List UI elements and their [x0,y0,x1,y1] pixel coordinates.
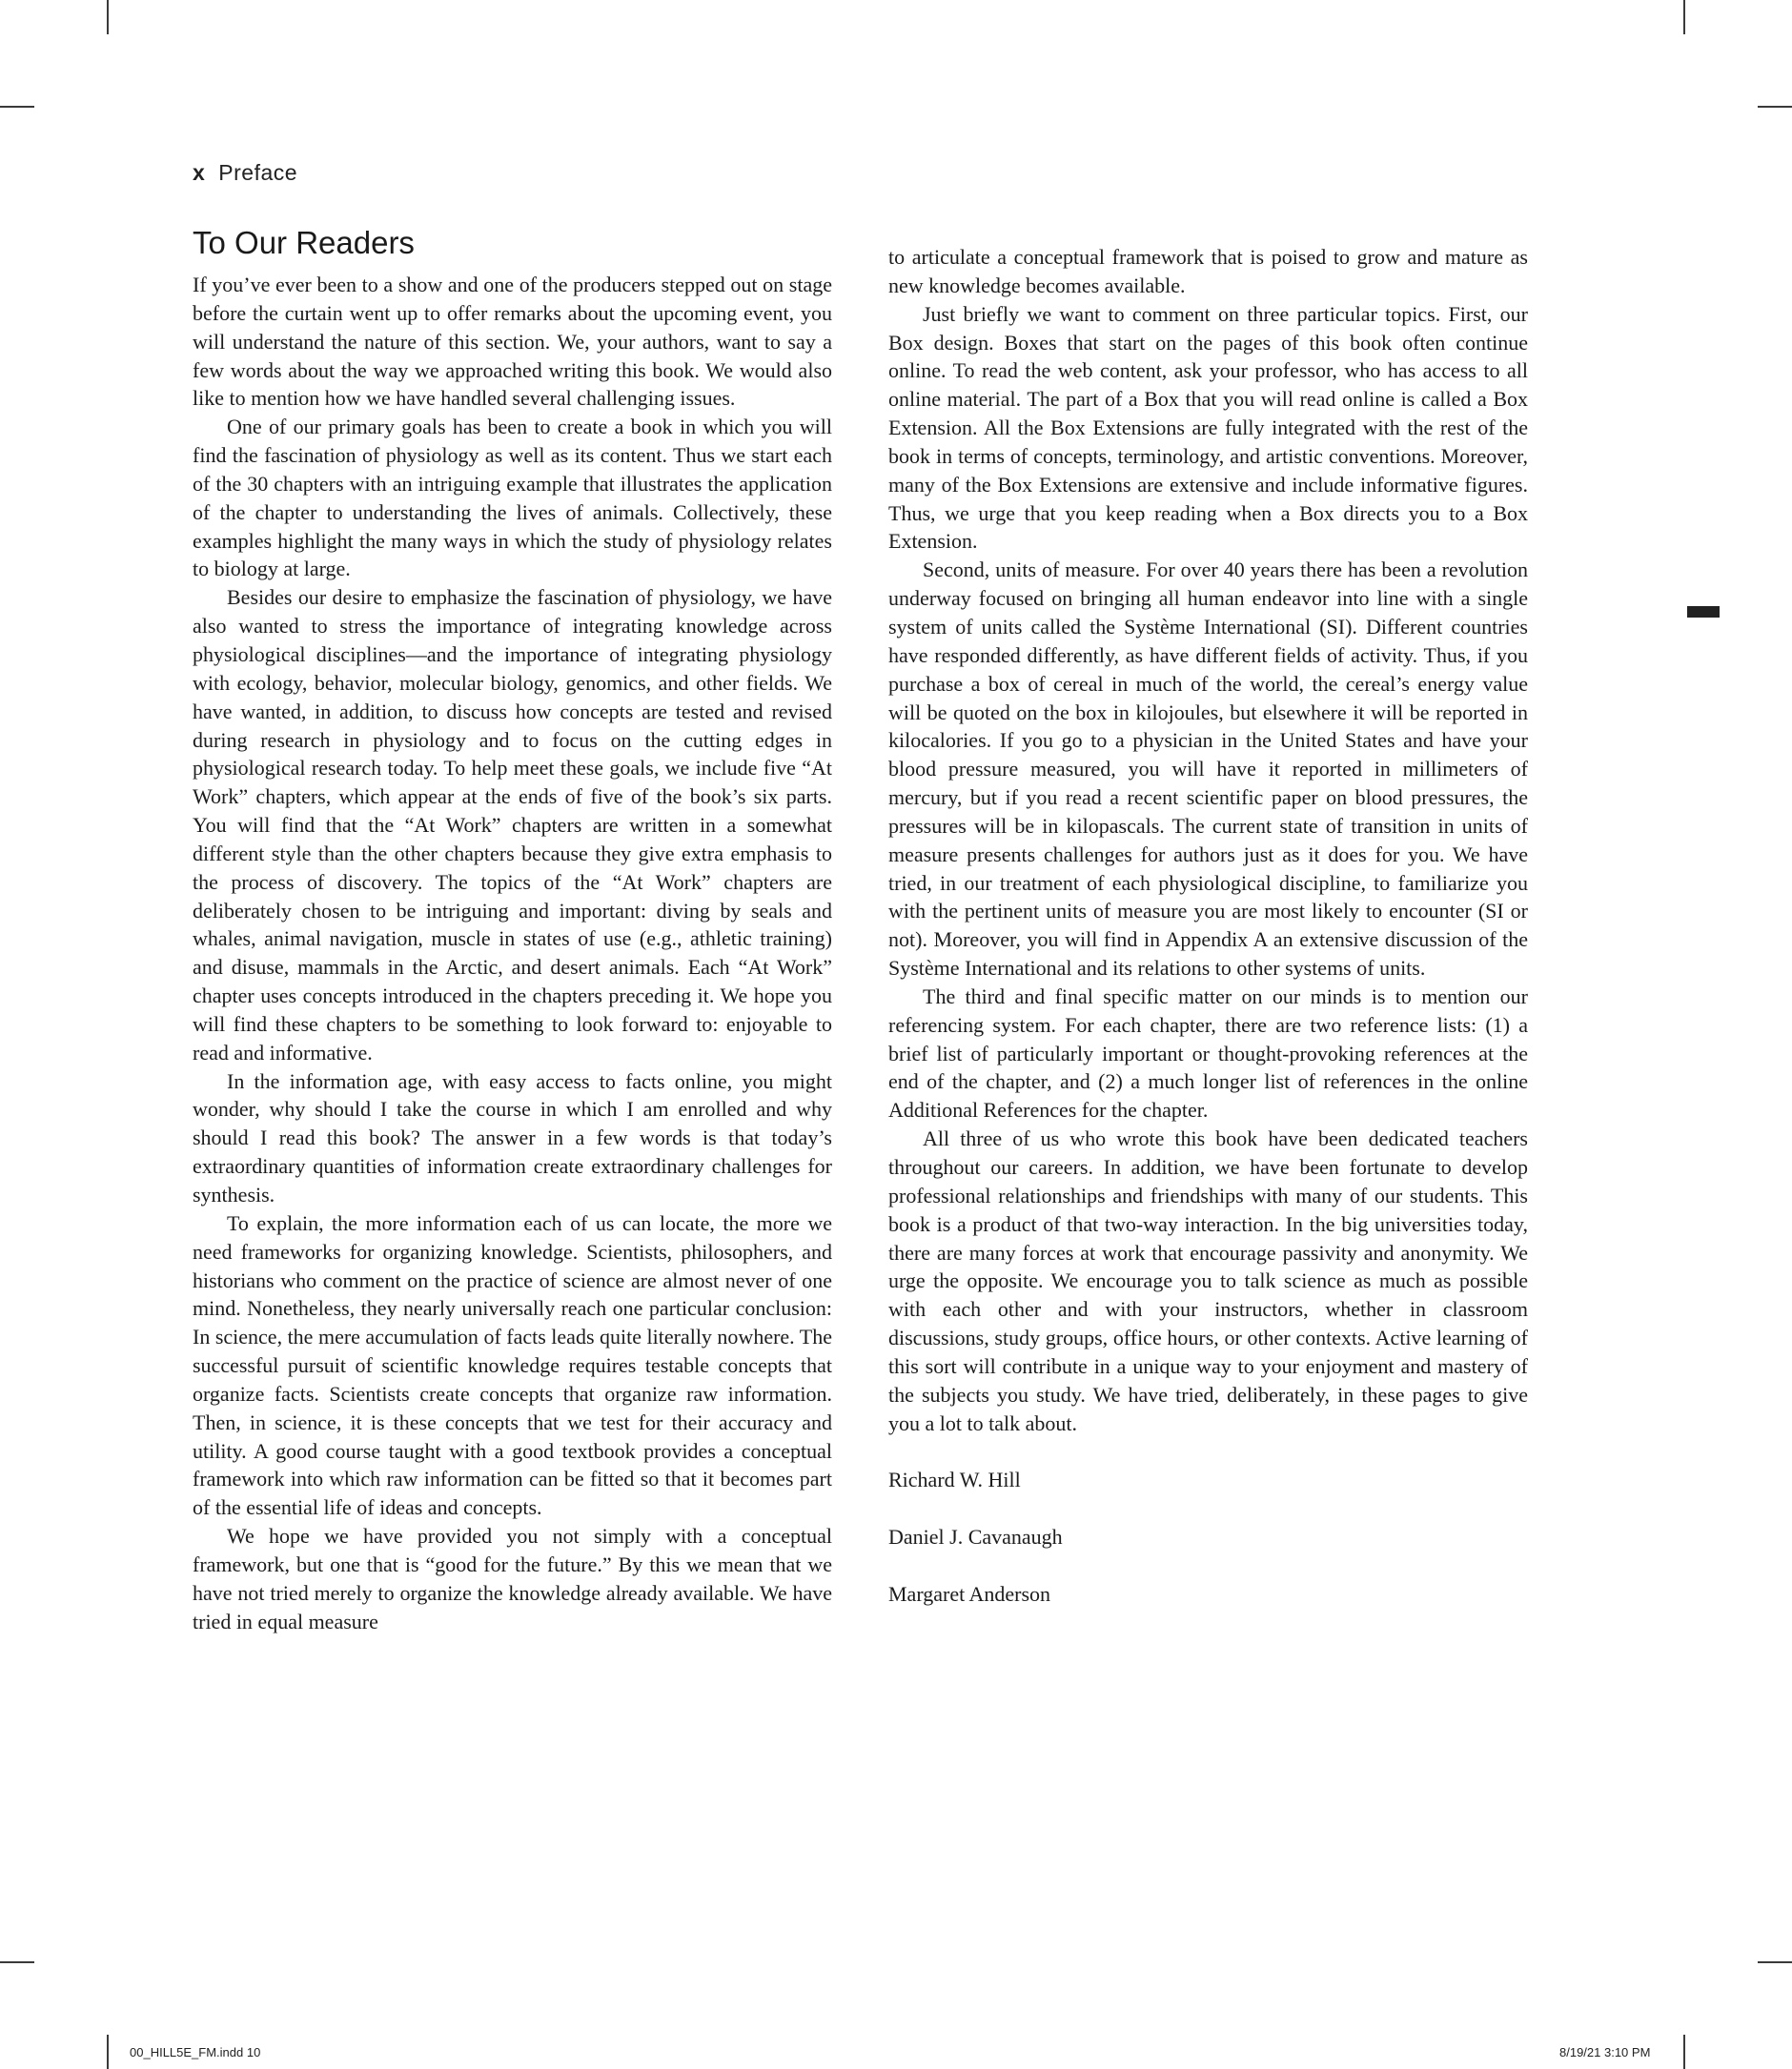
author-signature: Richard W. Hill [888,1468,1021,1492]
edge-tab-marker [1687,606,1720,618]
crop-mark-top-left-h [0,106,34,108]
slug-filename: 00_HILL5E_FM.indd 10 [130,2045,261,2059]
paragraph: If you’ve ever been to a show and one of the producers stepped out on stage before the curtain went up to offer remarks about the upcoming event, you will understand the nature of this section. We, your authors, want to say a few words about the way we approached writing this book. We would also like to mention how we have handled several challenging issues. [193,273,832,411]
page-folio: x [193,160,206,185]
paragraph: Besides our desire to emphasize the fascination of physiology, we have also wanted to stress the importance of integrating knowledge across physiological disciplines—and the importance of integrating physiology with ecology, behavior, molecular biology, genomics, and other fields. We have wanted, in addition, to discuss how concepts are tested and revised during research in physiology and to focus on the cutting edges in physiological research today. To help meet these goals, we include five “At Work” chapters, which appear at the ends of five of the book’s six parts. You will find that the “At Work” chapters are written in a somewhat different style than the other chapters because they give extra emphasis to the process of discovery. The topics of the “At Work” chapters are deliberately chosen to be intriguing and important: diving by seals and whales, animal navigation, muscle in states of use (e.g., athletic training) and disuse, mammals in the Arctic, and desert animals. Each “At Work” chapter uses concepts introduced in the chapters preceding it. We hope you will find these chapters to be something to look forward to: enjoyable to read and informative. [193,585,832,1065]
crop-mark-bottom-left-h [0,1961,34,1963]
crop-mark-top-right-v [1683,0,1685,34]
paragraph: In the information age, with easy access to facts online, you might wonder, why should I take the course in which I am enrolled and why should I read this book? The answer in a few words is that today’s extraordinary quantities of information create extraordinary challenges for synthesis. [193,1068,832,1207]
paragraph: to articulate a conceptual framework that is poised to grow and mature as new knowledge becomes available. [888,245,1528,297]
crop-mark-top-right-h [1758,106,1792,108]
running-head-section: Preface [218,160,298,185]
paragraph: One of our primary goals has been to create a book in which you will find the fascination of physiology as well as its content. Thus we start each of the 30 chapters with an intriguing example that illustrates the application of the chapter to understanding the lives of animals. Collectively, these examples highlight the many ways in which the study of physiology relates to biology at large. [193,415,832,581]
paragraph: All three of us who wrote this book have been dedicated teachers throughout our careers. In addition, we have been fortunate to develop professional relationships and friendships with many of our students. This book is a product of that two-way interaction. In the big universities today, there are many forces at work that encourage passivity and anonymity. We urge the opposite. We encourage you to talk science as much as possible with each other and with your instructors, whether in classroom discussions, study groups, office hours, or other contexts. Active learning of this sort will contribute in a unique way to your enjoyment and mastery of the subjects you study. We have tried, deliberately, in these pages to give you a lot to talk about. [888,1126,1528,1435]
slug-datetime: 8/19/21 3:10 PM [1559,2045,1651,2059]
crop-mark-bottom-right-h [1758,1961,1792,1963]
paragraph: Just briefly we want to comment on three particular topics. First, our Box design. Boxes that start on the pages of this book often continue online. To read the web content, ask your professor, who has access to all online material. The part of a Box that you will read online is called a Box Extension. All the Box Extensions are fully integrated with the rest of the book in terms of concepts, terminology, and artistic conventions. Moreover, many of the Box Extensions are extensive and include informative figures. Thus, we urge that you keep reading when a Box directs you to a Box Extension. [888,301,1528,554]
paragraph: To explain, the more information each of us can locate, the more we need frameworks for organizing knowledge. Scientists, philosophers, and historians who comment on the practice of science are almost never of one mind. Nonetheless, they nearly universally reach one particular conclusion: In science, the mere accumulation of facts leads quite literally nowhere. The successful pursuit of scientific knowledge requires testable concepts that organize facts. Scientists create concepts that organize raw information. Then, in science, it is these concepts that we test for their accuracy and utility. A good course taught with a good textbook provides a conceptual framework into which raw information can be fitted so that it becomes part of the essential life of ideas and concepts. [193,1210,832,1520]
crop-mark-top-left-v [107,0,109,34]
right-column [888,243,1528,1609]
left-column [193,271,832,1636]
paragraph: Second, units of measure. For over 40 years there has been a revolution underway focused on bringing all human endeavor into line with a single system of units called the Système International (SI). Different countries have responded differently, as have different fields of activity. Thus, if you purchase a box of cereal in much of the world, the cereal’s energy value will be quoted on the box in kilojoules, but elsewhere it will be reported in kilocalories. If you go to a physician in the United States and have your blood pressure measured, you will have it reported in millimeters of mercury, but if you read a recent scientific paper on blood pressures, the pressures will be in kilopascals. The current state of transition in units of measure presents challenges for authors just as it does for you. We have tried, in our treatment of each physiological discipline, to familiarize you with the pertinent units of measure you are most likely to encounter (SI or not). Moreover, you will find in Appendix A an extensive discussion of the Système International and its relations to other systems of units. [888,558,1528,981]
crop-mark-bottom-left-v [107,2035,109,2069]
crop-mark-bottom-right-v [1683,2035,1685,2069]
author-signature: Margaret Anderson [888,1582,1051,1607]
running-head [193,160,297,186]
paragraph: We hope we have provided you not simply with a conceptual framework, but one that is “good for the future.” By this we mean that we have not tried merely to organize the knowledge already available. We have tried in equal measure [193,1524,832,1633]
section-title: To Our Readers [193,225,415,260]
paragraph: The third and final specific matter on our minds is to mention our referencing system. For each chapter, there are two reference lists: (1) a brief list of particularly important or thought-provoking references at the end of the chapter, and (2) a much longer list of references in the online Additional References for the chapter. [888,984,1528,1123]
author-signature: Daniel J. Cavanaugh [888,1525,1063,1550]
